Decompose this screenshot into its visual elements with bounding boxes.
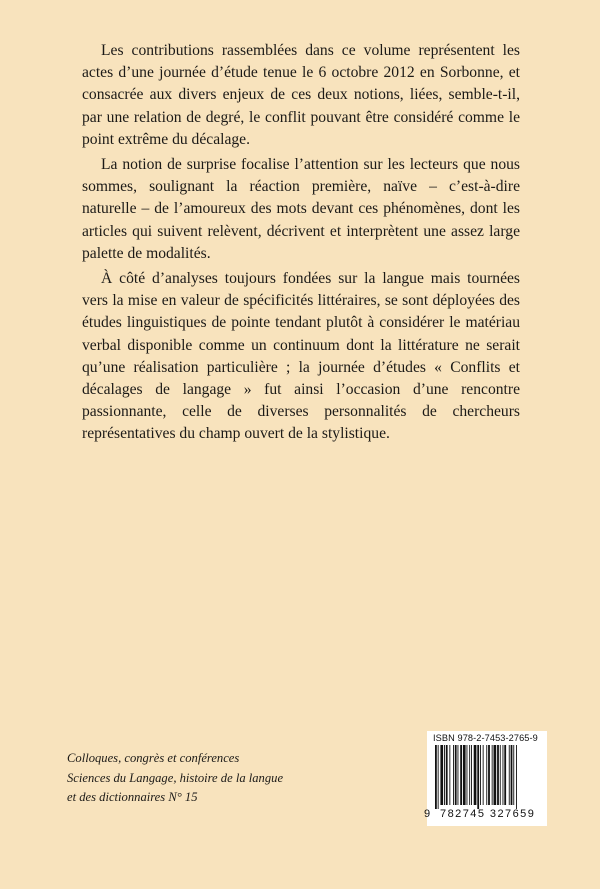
ean-digits: 782745 327659 (440, 808, 536, 820)
series-line-subject: Sciences du Langage, histoire de la langue (67, 770, 284, 785)
paragraph-surprise: La notion de surprise focalise l’attention sur les lecteurs que nous sommes, soulignant la réaction première, naïve – c’est-à-dire naturelle – de l’amoureux des mots devant ces phénomènes, dont les articles qui suivent relèvent, décrivent et interprètent une assez large palette de modalités. (82, 156, 520, 262)
barcode-icon (433, 745, 543, 809)
back-cover-text (82, 40, 520, 449)
ean-first-digit: 9 (424, 808, 431, 820)
series-line-collection: Colloques, congrès et conférences (67, 751, 240, 765)
series-information (67, 749, 367, 808)
series-line-number: et des dictionnaires N° 15 (67, 790, 198, 804)
paragraph-analyses: À côté d’analyses toujours fondées sur la langue mais tournées vers la mise en valeur de spécificités littéraires, se sont déployées des études linguistiques de pointe tendant plutôt à considérer le matériau verbal disponible comme un continuum dont la littérature ne serait qu’une réalisation particulière ; la journée d’études « Conflits et décalages de langage » fut ainsi l’occasion d’une rencontre passionnante, celle de diverses personnalités de chercheurs représentatives du champ ouvert de la stylistique. (82, 270, 520, 443)
paragraph-intro: Les contributions rassemblées dans ce volume représentent les actes d’une journée d’étude tenue le 6 octobre 2012 en Sorbonne, et consacrée aux divers enjeux de ces deux notions, liées, semble-t-il, par une relation de degré, le conflit pouvant être considéré comme le point extrême du décalage. (82, 42, 520, 148)
isbn-label: ISBN 978-2-7453-2765-9 (433, 733, 538, 743)
